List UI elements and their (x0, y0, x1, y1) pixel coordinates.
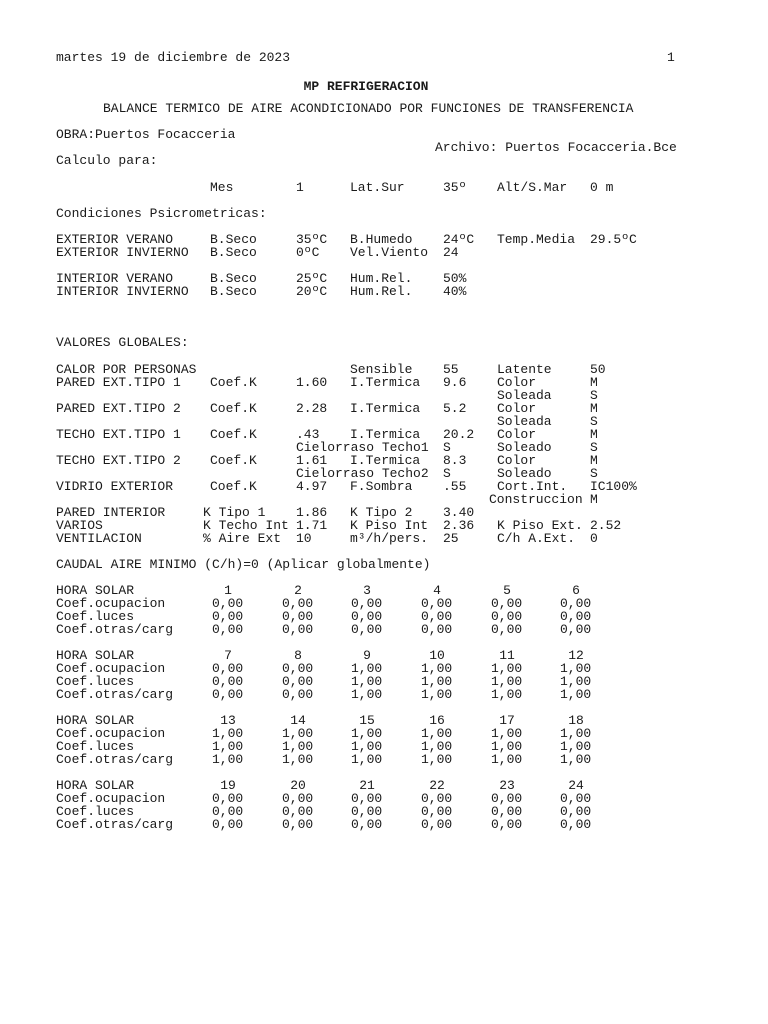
mes-label: Mes (210, 180, 234, 195)
luces-cell: 0,00 (421, 804, 453, 819)
globales-cell: K Piso Int (350, 518, 429, 533)
report-title: BALANCE TERMICO DE AIRE ACONDICIONADO POR FUNCIONES DE TRANSFERENCIA (103, 101, 634, 116)
psicro-cell: 24ºC (443, 232, 475, 247)
globales-cell: I.Termica (350, 427, 421, 442)
globales-cell: M (590, 427, 598, 442)
hour-cell: 16 (429, 713, 445, 728)
globales-cell: 1.61 (296, 453, 328, 468)
globales-cell: 4.97 (296, 479, 328, 494)
otras-cell: 1,00 (560, 687, 592, 702)
globales-cell: C/h A.Ext. (497, 531, 576, 546)
hour-cell: 18 (568, 713, 584, 728)
psicro-cell: INTERIOR VERANO (56, 271, 174, 286)
hourly-row-label: HORA SOLAR (56, 713, 135, 728)
lat-label: Lat.Sur (350, 180, 405, 195)
hourly-row-label: Coef.luces (56, 674, 135, 689)
globales-cell: F.Sombra (350, 479, 413, 494)
globales-cell: 25 (443, 531, 459, 546)
ocupacion-cell: 1,00 (351, 726, 383, 741)
ocupacion-cell: 1,00 (560, 661, 592, 676)
globales-cell: 2.36 (443, 518, 475, 533)
luces-cell: 0,00 (282, 674, 314, 689)
hour-cell: 22 (429, 778, 445, 793)
alt-value: 0 m (590, 180, 614, 195)
globales-cell: I.Termica (350, 401, 421, 416)
globales-cell: IC100% (590, 479, 637, 494)
psicro-cell: EXTERIOR INVIERNO (56, 245, 189, 260)
globales-cell: Soleado (497, 440, 552, 455)
luces-cell: 0,00 (212, 804, 244, 819)
hourly-row-label: Coef.ocupacion (56, 661, 166, 676)
otras-cell: 0,00 (212, 687, 244, 702)
globales-cell: Coef.K (210, 479, 257, 494)
psicro-cell: 24 (443, 245, 459, 260)
otras-cell: 1,00 (421, 687, 453, 702)
hourly-row-label: Coef.otras/carg (56, 687, 174, 702)
globales-cell: PARED EXT.TIPO 2 (56, 401, 181, 416)
psicro-cell: 29.5ºC (590, 232, 637, 247)
globales-cell: 3.40 (443, 505, 475, 520)
globales-cell: VENTILACION (56, 531, 142, 546)
globales-cell: .55 (443, 479, 467, 494)
luces-cell: 0,00 (212, 674, 244, 689)
psicro-cell: B.Seco (210, 284, 257, 299)
globales-cell: PARED EXT.TIPO 1 (56, 375, 181, 390)
otras-cell: 0,00 (212, 622, 244, 637)
hour-cell: 24 (568, 778, 584, 793)
ocupacion-cell: 0,00 (491, 791, 523, 806)
globales-cell: M (590, 375, 598, 390)
hourly-row-label: Coef.otras/carg (56, 817, 174, 832)
globales-cell: 2.52 (590, 518, 622, 533)
globales-cell: I.Termica (350, 453, 421, 468)
ocupacion-cell: 0,00 (212, 661, 244, 676)
ocupacion-cell: 0,00 (560, 791, 592, 806)
luces-cell: 1,00 (560, 674, 592, 689)
globales-cell: Cielorraso Techo2 (296, 466, 429, 481)
obra-label: OBRA:Puertos Focacceria (56, 127, 236, 142)
hourly-row-label: Coef.otras/carg (56, 752, 174, 767)
hourly-row-label: Coef.ocupacion (56, 596, 166, 611)
globales-cell: Construccion (489, 492, 583, 507)
hour-cell: 4 (433, 583, 441, 598)
hour-cell: 13 (220, 713, 236, 728)
ocupacion-cell: 0,00 (560, 596, 592, 611)
hourly-row-label: Coef.luces (56, 804, 135, 819)
ocupacion-cell: 0,00 (421, 596, 453, 611)
globales-cell: Coef.K (210, 401, 257, 416)
globales-cell: K Techo Int (203, 518, 289, 533)
globales-cell: 10 (296, 531, 312, 546)
globales-cell: 1.71 (296, 518, 328, 533)
otras-cell: 0,00 (421, 817, 453, 832)
globales-cell: K Piso Ext. (497, 518, 583, 533)
luces-cell: 0,00 (351, 609, 383, 624)
globales-cell: 2.28 (296, 401, 328, 416)
hour-cell: 1 (224, 583, 232, 598)
ocupacion-cell: 1,00 (491, 726, 523, 741)
hour-cell: 7 (224, 648, 232, 663)
luces-cell: 0,00 (282, 609, 314, 624)
otras-cell: 1,00 (351, 687, 383, 702)
globales-cell: Coef.K (210, 427, 257, 442)
caudal-line: CAUDAL AIRE MINIMO (C/h)=0 (Aplicar globalmente) (56, 557, 431, 572)
ocupacion-cell: 0,00 (282, 661, 314, 676)
globales-cell: S (590, 388, 598, 403)
hour-cell: 11 (499, 648, 515, 663)
globales-cell: K Tipo 1 (203, 505, 266, 520)
ocupacion-cell: 0,00 (282, 596, 314, 611)
hour-cell: 8 (294, 648, 302, 663)
ocupacion-cell: 0,00 (212, 791, 244, 806)
globales-cell: Soleado (497, 466, 552, 481)
otras-cell: 0,00 (212, 817, 244, 832)
globales-cell: 1.60 (296, 375, 328, 390)
luces-cell: 1,00 (351, 739, 383, 754)
luces-cell: 1,00 (560, 739, 592, 754)
hour-cell: 3 (363, 583, 371, 598)
ocupacion-cell: 0,00 (351, 791, 383, 806)
hourly-row-label: Coef.luces (56, 739, 135, 754)
ocupacion-cell: 0,00 (351, 596, 383, 611)
globales-cell: Soleada (497, 388, 552, 403)
hourly-row-label: HORA SOLAR (56, 648, 135, 663)
ocupacion-cell: 0,00 (491, 596, 523, 611)
psicro-cell: Temp.Media (497, 232, 576, 247)
globales-cell: 50 (590, 362, 606, 377)
otras-cell: 0,00 (282, 622, 314, 637)
ocupacion-cell: 1,00 (212, 726, 244, 741)
hourly-row-label: Coef.ocupacion (56, 791, 166, 806)
psicro-cell: 20ºC (296, 284, 328, 299)
psicro-cell: 35ºC (296, 232, 328, 247)
globales-cell: Color (497, 427, 537, 442)
globales-cell: TECHO EXT.TIPO 1 (56, 427, 181, 442)
calculo-label: Calculo para: (56, 153, 158, 168)
globales-cell: Coef.K (210, 453, 257, 468)
psicro-cell: EXTERIOR VERANO (56, 232, 174, 247)
hourly-row-label: Coef.luces (56, 609, 135, 624)
hourly-row-label: HORA SOLAR (56, 778, 135, 793)
globales-cell: Color (497, 375, 537, 390)
hour-cell: 12 (568, 648, 584, 663)
globales-cell: m³/h/pers. (350, 531, 429, 546)
globales-cell: I.Termica (350, 375, 421, 390)
ocupacion-cell: 1,00 (282, 726, 314, 741)
luces-cell: 1,00 (282, 739, 314, 754)
report-date: martes 19 de diciembre de 2023 (56, 50, 291, 65)
globales-cell: 5.2 (443, 401, 467, 416)
psicro-cell: B.Seco (210, 232, 257, 247)
luces-cell: 0,00 (282, 804, 314, 819)
globales-cell: Cort.Int. (497, 479, 568, 494)
globales-cell: .43 (296, 427, 320, 442)
otras-cell: 1,00 (212, 752, 244, 767)
hour-cell: 9 (363, 648, 371, 663)
globales-cell: VARIOS (56, 518, 103, 533)
globales-cell: M (590, 401, 598, 416)
otras-cell: 0,00 (560, 817, 592, 832)
globales-cell: Cielorraso Techo1 (296, 440, 429, 455)
otras-cell: 1,00 (491, 687, 523, 702)
globales-cell: Sensible (350, 362, 413, 377)
otras-cell: 1,00 (491, 752, 523, 767)
otras-cell: 0,00 (491, 817, 523, 832)
ocupacion-cell: 1,00 (491, 661, 523, 676)
globales-cell: Coef.K (210, 375, 257, 390)
luces-cell: 0,00 (560, 609, 592, 624)
globales-cell: Color (497, 401, 537, 416)
otras-cell: 1,00 (351, 752, 383, 767)
ocupacion-cell: 1,00 (560, 726, 592, 741)
ocupacion-cell: 1,00 (421, 726, 453, 741)
ocupacion-cell: 1,00 (421, 661, 453, 676)
alt-label: Alt/S.Mar (497, 180, 568, 195)
psicro-cell: 40% (443, 284, 467, 299)
luces-cell: 0,00 (421, 609, 453, 624)
globales-cell: CALOR POR PERSONAS (56, 362, 197, 377)
globales-cell: S (590, 414, 598, 429)
psicro-cell: 0ºC (296, 245, 320, 260)
psicro-cell: Hum.Rel. (350, 271, 413, 286)
globales-cell: S (443, 440, 451, 455)
hour-cell: 14 (290, 713, 306, 728)
hour-cell: 21 (359, 778, 375, 793)
luces-cell: 1,00 (212, 739, 244, 754)
globales-cell: K Tipo 2 (350, 505, 413, 520)
globales-cell: % Aire Ext (203, 531, 282, 546)
globales-cell: 1.86 (296, 505, 328, 520)
psicro-cell: 25ºC (296, 271, 328, 286)
otras-cell: 0,00 (351, 622, 383, 637)
luces-cell: 0,00 (212, 609, 244, 624)
globales-cell: TECHO EXT.TIPO 2 (56, 453, 181, 468)
otras-cell: 0,00 (421, 622, 453, 637)
luces-cell: 0,00 (491, 609, 523, 624)
ocupacion-cell: 0,00 (282, 791, 314, 806)
otras-cell: 0,00 (282, 817, 314, 832)
lat-value: 35º (443, 180, 467, 195)
luces-cell: 0,00 (351, 804, 383, 819)
psicro-cell: B.Seco (210, 271, 257, 286)
psicro-cell: INTERIOR INVIERNO (56, 284, 189, 299)
globales-cell: VIDRIO EXTERIOR (56, 479, 174, 494)
psicro-title: Condiciones Psicrometricas: (56, 206, 267, 221)
ocupacion-cell: 1,00 (351, 661, 383, 676)
otras-cell: 0,00 (560, 622, 592, 637)
globales-cell: 0 (590, 531, 598, 546)
globales-cell: 55 (443, 362, 459, 377)
ocupacion-cell: 0,00 (421, 791, 453, 806)
hour-cell: 20 (290, 778, 306, 793)
otras-cell: 0,00 (491, 622, 523, 637)
globales-cell: M (590, 492, 598, 507)
globales-cell: S (443, 466, 451, 481)
hour-cell: 2 (294, 583, 302, 598)
hour-cell: 5 (503, 583, 511, 598)
psicro-cell: 50% (443, 271, 467, 286)
hourly-row-label: Coef.ocupacion (56, 726, 166, 741)
globales-cell: 9.6 (443, 375, 467, 390)
globales-cell: M (590, 453, 598, 468)
luces-cell: 1,00 (351, 674, 383, 689)
globales-cell: PARED INTERIOR (56, 505, 166, 520)
archivo-label: Archivo: Puertos Focacceria.Bce (435, 140, 677, 155)
hourly-row-label: Coef.otras/carg (56, 622, 174, 637)
hour-cell: 10 (429, 648, 445, 663)
luces-cell: 1,00 (421, 739, 453, 754)
hour-cell: 17 (499, 713, 515, 728)
page-number: 1 (667, 50, 675, 65)
hour-cell: 15 (359, 713, 375, 728)
hour-cell: 6 (572, 583, 580, 598)
hour-cell: 23 (499, 778, 515, 793)
globales-cell: S (590, 466, 598, 481)
company-name: MP REFRIGERACION (303, 79, 429, 94)
psicro-cell: B.Humedo (350, 232, 413, 247)
otras-cell: 1,00 (560, 752, 592, 767)
luces-cell: 0,00 (560, 804, 592, 819)
otras-cell: 0,00 (282, 687, 314, 702)
mes-value: 1 (296, 180, 304, 195)
psicro-cell: Hum.Rel. (350, 284, 413, 299)
luces-cell: 1,00 (491, 739, 523, 754)
globales-cell: Soleada (497, 414, 552, 429)
globales-cell: Latente (497, 362, 552, 377)
globales-title: VALORES GLOBALES: (56, 335, 189, 350)
luces-cell: 1,00 (491, 674, 523, 689)
globales-cell: Color (497, 453, 537, 468)
globales-cell: S (590, 440, 598, 455)
luces-cell: 1,00 (421, 674, 453, 689)
hour-cell: 19 (220, 778, 236, 793)
ocupacion-cell: 0,00 (212, 596, 244, 611)
globales-cell: 20.2 (443, 427, 475, 442)
otras-cell: 0,00 (351, 817, 383, 832)
hourly-row-label: HORA SOLAR (56, 583, 135, 598)
luces-cell: 0,00 (491, 804, 523, 819)
psicro-cell: Vel.Viento (350, 245, 429, 260)
globales-cell: 8.3 (443, 453, 467, 468)
otras-cell: 1,00 (421, 752, 453, 767)
otras-cell: 1,00 (282, 752, 314, 767)
psicro-cell: B.Seco (210, 245, 257, 260)
